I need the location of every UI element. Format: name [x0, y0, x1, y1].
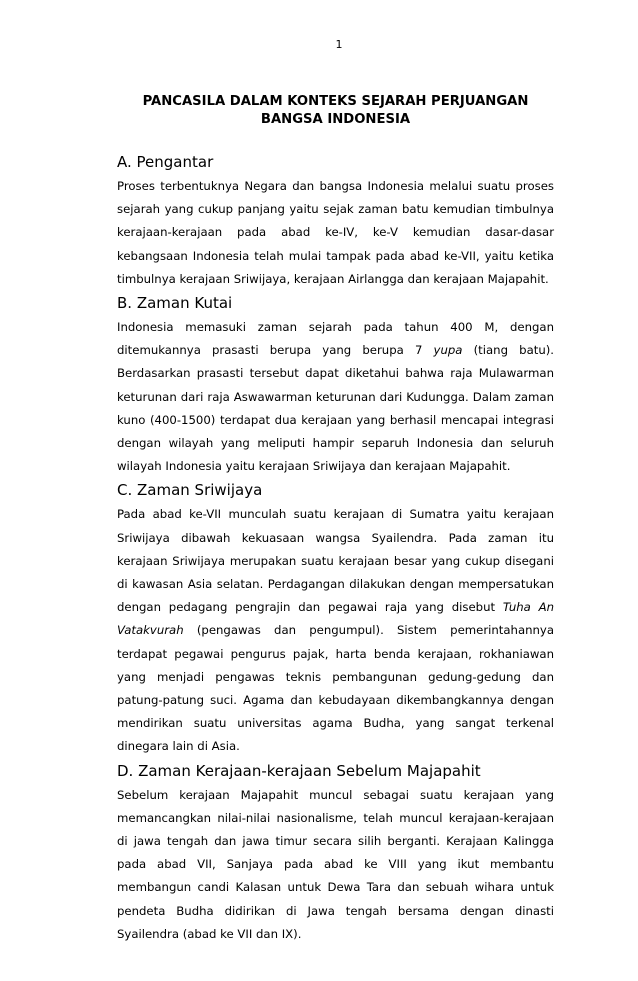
section-paragraph: Proses terbentuknya Negara dan bangsa Indonesia melalui suatu proses sejarah yang cukup panjang yaitu sejak zaman batu kemudian timbulnya kerajaan-kerajaan pada abad ke-IV, ke-V kemudian dasar-dasar kebangsaan Indonesia telah mulai tampak pada abad ke-VII, yaitu ketika timbulnya kerajaan Sriwijaya, kerajaan Airlangga dan kerajaan Majapahit.	[117, 179, 554, 286]
paragraph-text: Indonesia memasuki zaman sejarah pada tahun 400 M, dengan ditemukannya prasasti berupa yang berupa 7	[117, 320, 554, 358]
title-line-2: BANGSA INDONESIA	[260, 112, 411, 127]
section-zaman-kutai	[117, 293, 554, 478]
section-zaman-sriwijaya	[117, 480, 554, 758]
paragraph-text: (pengawas dan pengumpul). Sistem pemerintahannya terdapat pegawai pengurus pajak, harta benda kerajaan, rokhaniawan yang menjadi pengawas teknis pembangunan gedung-gedung dan patung-patung suci. Agama dan kebudayaan dikembangkannya dengan mendirikan suatu universitas agama Budha, yang sangat terkenal dinegara lain di Asia.	[117, 623, 554, 754]
section-pengantar	[117, 152, 554, 291]
page-number: 1	[335, 38, 343, 51]
paragraph-text: Pada abad ke-VII munculah suatu kerajaan di Sumatra yaitu kerajaan Sriwijaya dibawah kekuasaan wangsa Syailendra. Pada zaman itu kerajaan Sriwijaya merupakan suatu kerajaan besar yang cukup disegani di kawasan Asia selatan. Perdagangan dilakukan dengan mempersatukan dengan pedagang pengrajin dan pegawai raja yang disebut	[117, 507, 554, 615]
section-sebelum-majapahit	[117, 761, 554, 946]
italic-term: Tuha An Vatakvurah	[117, 600, 554, 638]
section-heading: B. Zaman Kutai	[117, 294, 233, 313]
paragraph-text: (tiang batu). Berdasarkan prasasti tersebut dapat diketahui bahwa raja Mulawarman keturunan dari raja Aswawarman keturunan dari Kudungga. Dalam zaman kuno (400-1500) terdapat dua kerajaan yang berhasil mencapai integrasi dengan wilayah yang meliputi hampir separuh Indonesia dan seluruh wilayah Indonesia yaitu kerajaan Sriwijaya dan kerajaan Majapahit.	[117, 343, 555, 474]
title-line-1: PANCASILA DALAM KONTEKS SEJARAH PERJUANGAN	[142, 94, 529, 109]
section-paragraph	[117, 316, 554, 478]
section-heading: A. Pengantar	[117, 153, 214, 171]
section-paragraph: Sebelum kerajaan Majapahit muncul sebagai suatu kerajaan yang memancangkan nilai-nilai nasionalisme, telah muncul kerajaan-kerajaan di jawa tengah dan jawa timur secara silih berganti. Kerajaan Kalingga pada abad VII, Sanjaya pada abad ke VIII yang ikut membantu membangun candi Kalasan untuk Dewa Tara dan sebuah wihara untuk pendeta Budha didirikan di Jawa tengah bersama dengan dinasti Syailendra (abad ke VII dan IX).	[117, 787, 554, 941]
section-heading: C. Zaman Sriwijaya	[117, 481, 263, 500]
section-paragraph	[117, 503, 554, 758]
document-body	[117, 152, 554, 948]
section-heading: D. Zaman Kerajaan-kerajaan Sebelum Majapahit	[117, 761, 481, 780]
document-title	[117, 93, 554, 129]
italic-term: yupa	[433, 343, 463, 358]
